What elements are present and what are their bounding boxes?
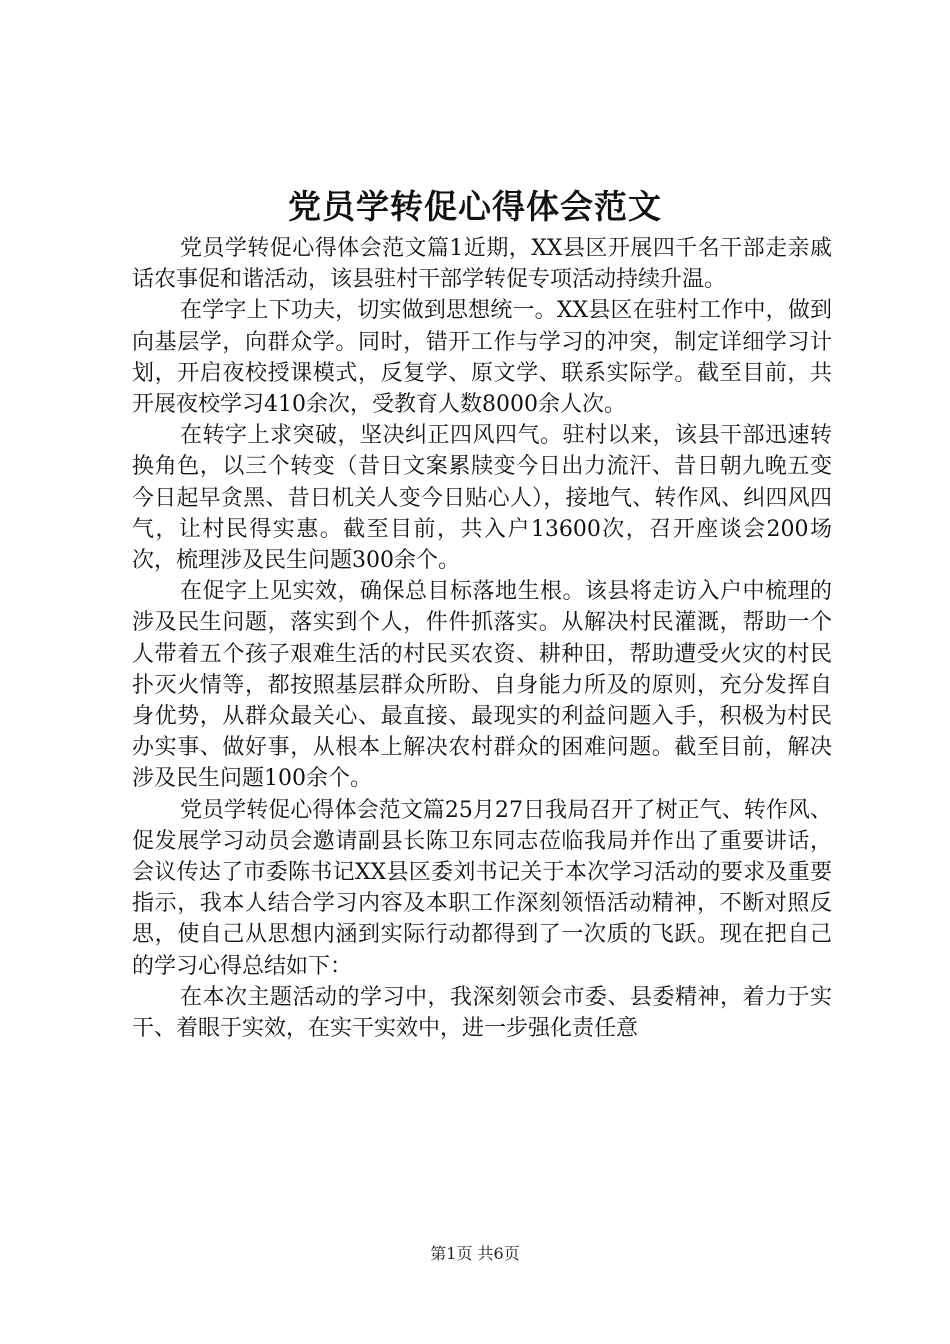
document-title: 党员学转促心得体会范文 xyxy=(288,187,662,226)
document-body xyxy=(132,233,832,1044)
paragraph-1: 党员学转促心得体会范文篇1近期，XX县区开展四千名干部走亲戚话农事促和谐活动，该县驻村干部学转促专项活动持续升温。 xyxy=(132,236,832,293)
paragraph-2: 在学字上下功夫，切实做到思想统一。XX县区在驻村工作中，做到向基层学，向群众学。同时，错开工作与学习的冲突，制定详细学习计划，开启夜校授课模式，反复学、原文学、联系实际学。截至目前，共开展夜校学习410余次，受教育人数8000余人次。 xyxy=(132,298,832,418)
paragraph-6: 在本次主题活动的学习中，我深刻领会市委、县委精神，着力于实干、着眼于实效，在实干实效中，进一步强化责任意 xyxy=(132,984,832,1042)
page-number: 第1页 共6页 xyxy=(430,1244,520,1263)
paragraph-4: 在促字上见实效，确保总目标落地生根。该县将走访入户中梳理的涉及民生问题，落实到个人，件件抓落实。从解决村民灌溉，帮助一个人带着五个孩子艰难生活的村民买农资、耕种田，帮助遭受火灾的村民扑灭火情等，都按照基层群众所盼、自身能力所及的原则，充分发挥自身优势，从群众最关心、最直接、最现实的利益问题入手，积极为村民办实事、做好事，从根本上解决农村群众的困难问题。截至目前，解决涉及民生问题100余个。 xyxy=(132,579,832,792)
page-footer xyxy=(0,1242,950,1266)
paragraph-3: 在转字上求突破，坚决纠正四风四气。驻村以来，该县干部迅速转换角色，以三个转变（昔日文案累牍变今日出力流汗、昔日朝九晚五变今日起早贪黑、昔日机关人变今日贴心人），接地气、转作风、纠四风四气，让村民得实惠。截至目前，共入户13600次，召开座谈会200场次，梳理涉及民生问题300余个。 xyxy=(132,423,832,574)
paragraph-5: 党员学转促心得体会范文篇25月27日我局召开了树正气、转作风、促发展学习动员会邀请副县长陈卫东同志莅临我局并作出了重要讲话，会议传达了市委陈书记XX县区委刘书记关于本次学习活动的要求及重要指示，我本人结合学习内容及本职工作深刻领悟活动精神，不断对照反思，使自己从思想内涵到实际行动都得到了一次质的飞跃。现在把自己的学习心得总结如下： xyxy=(132,797,832,979)
